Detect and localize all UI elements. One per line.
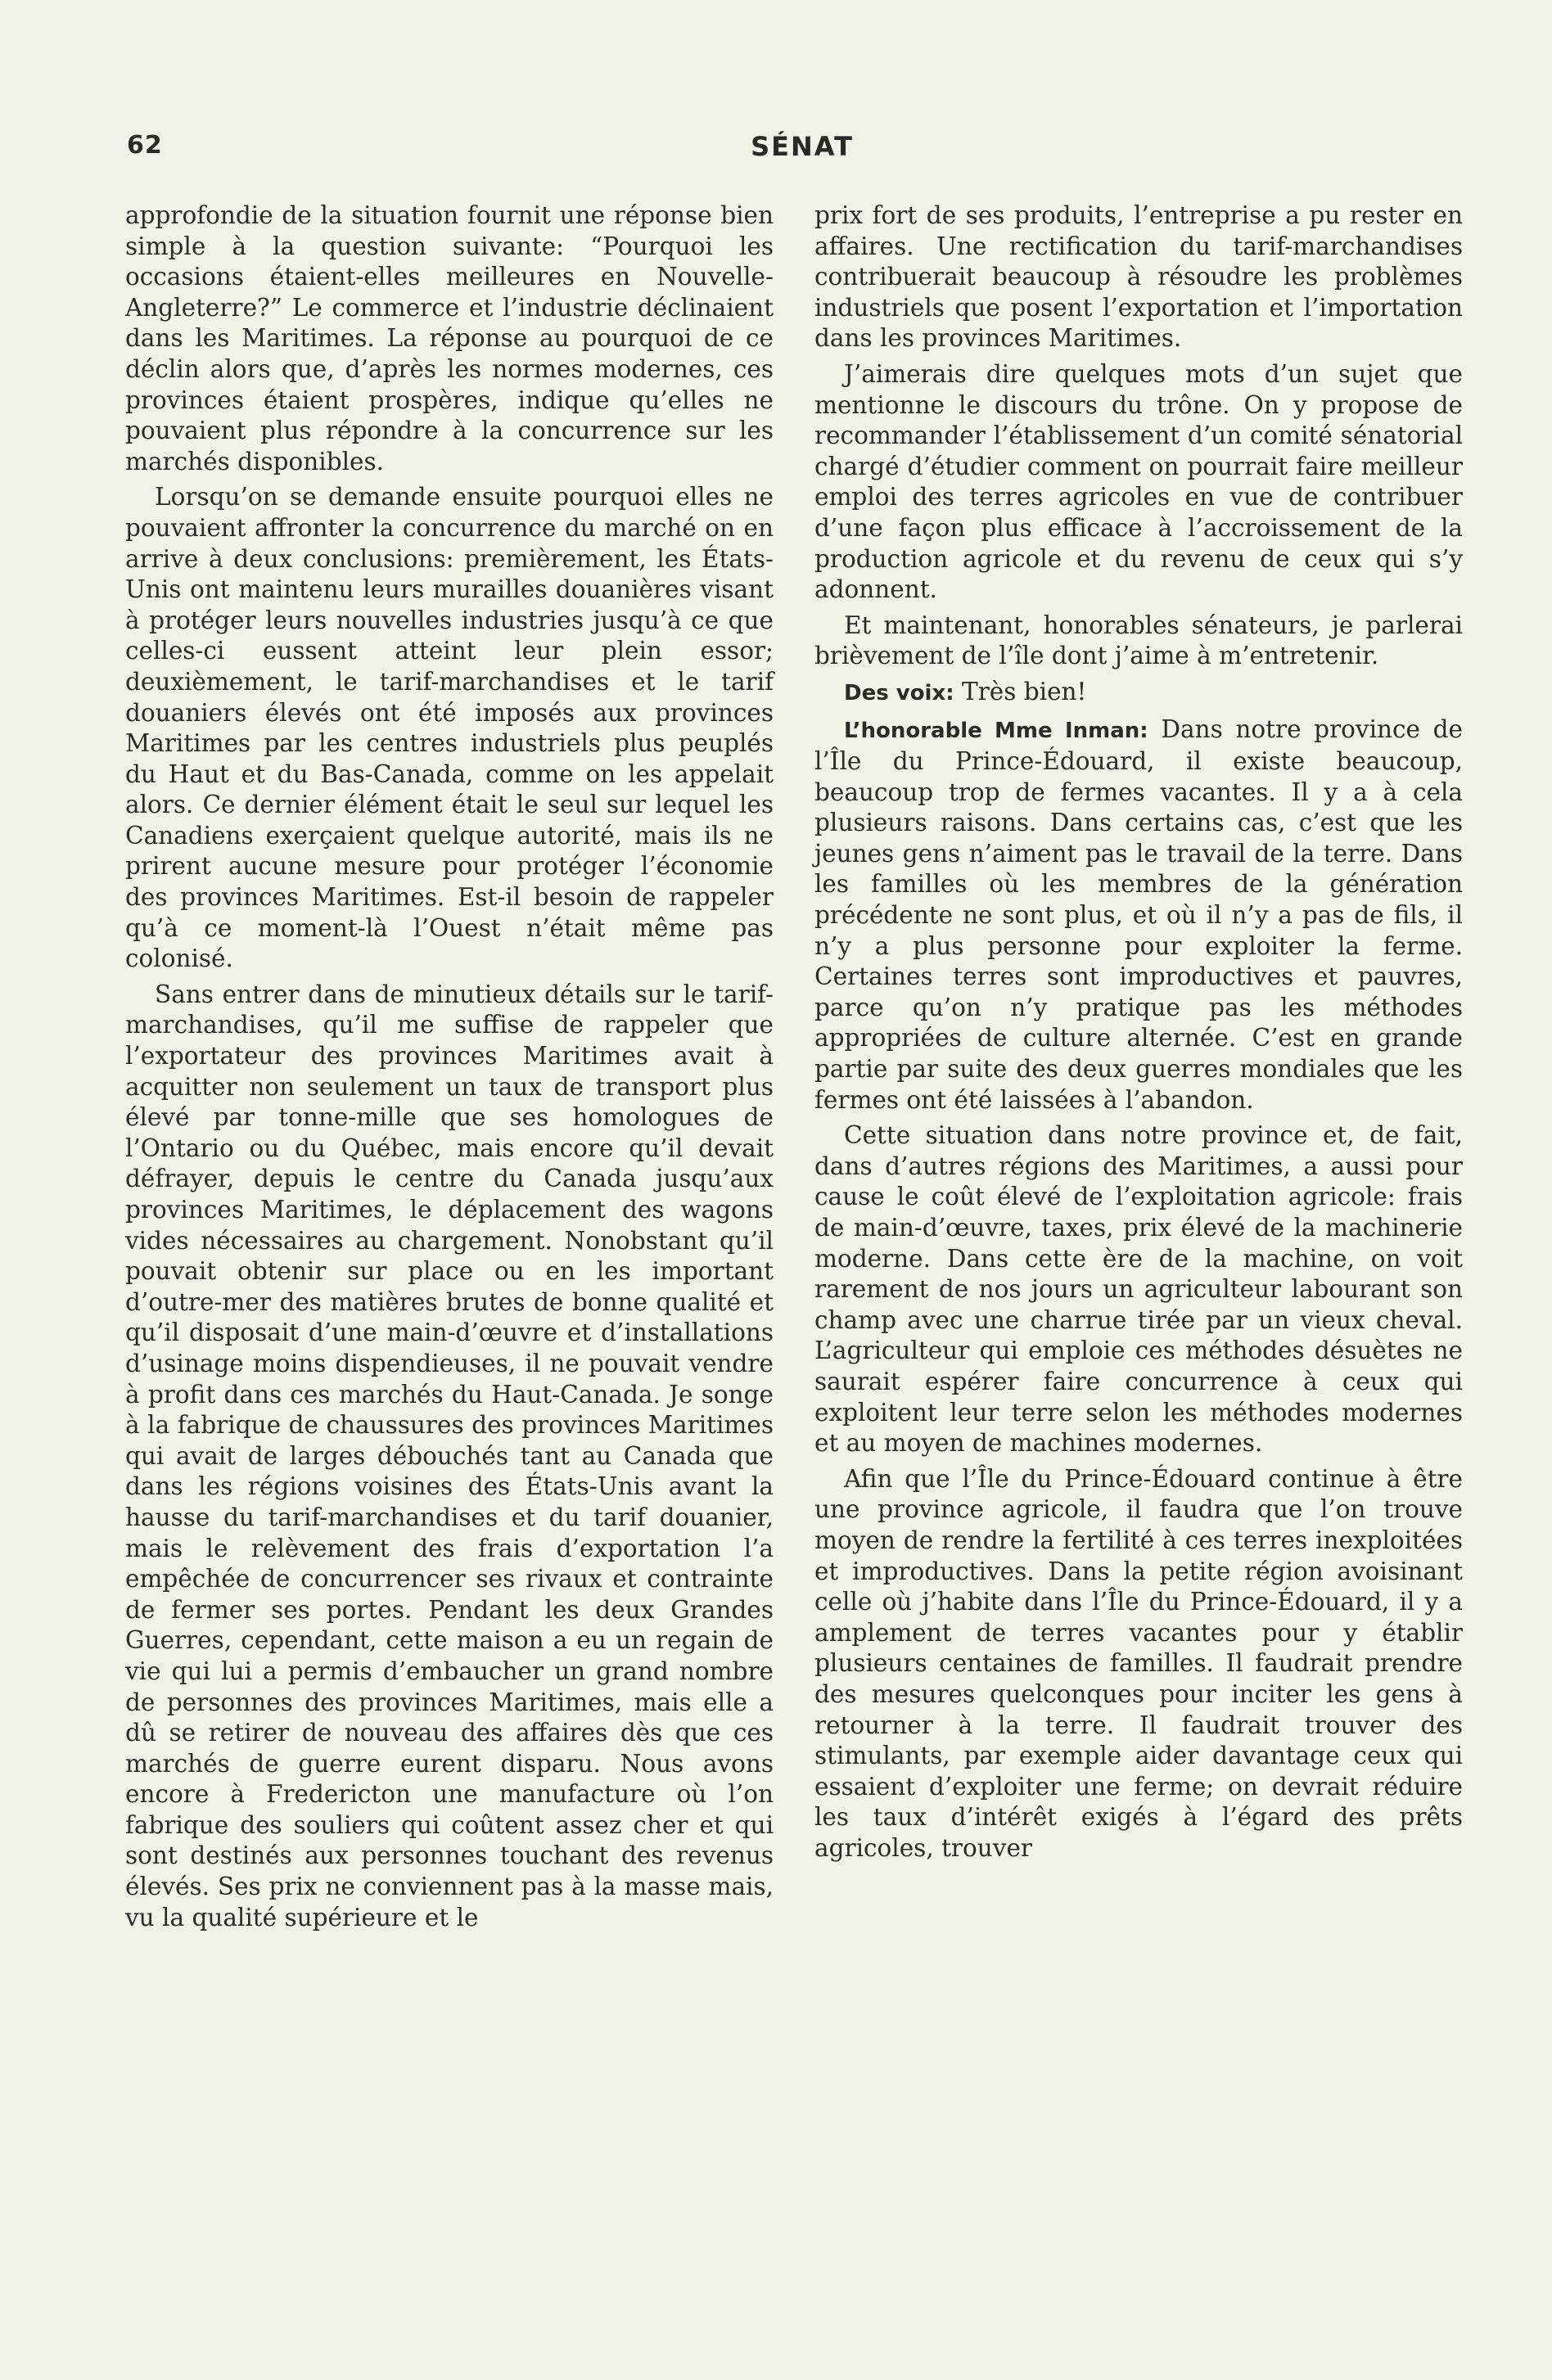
paragraph: approfondie de la situation fournit une réponse bien simple à la question suivante: “Pourquoi les occasions étaient-elles meilleures en Nouvelle-Angleterre?” Le commerce et l’industrie déclinaient dans les Maritimes. La réponse au pourquoi de ce déclin alors que, d’après les normes modernes, ces provinces étaient prospères, indique qu’elles ne pouvaient plus répondre à la concurrence sur les marchés disponibles. — [125, 201, 774, 476]
speaker-name: Des voix: — [844, 680, 954, 705]
paragraph: Lorsqu’on se demande ensuite pourquoi elles ne pouvaient affronter la concurrence du marché on en arrive à deux conclusions: premièrement, les États-Unis ont maintenu leurs murailles douanières visant à protéger leurs nouvelles industries jusqu’à ce que celles-ci eussent atteint leur plein essor; deuxièmement, le tarif-marchandises et le tarif douaniers élevés ont été imposés aux provinces Maritimes par les centres industriels plus peuplés du Haut et du Bas-Canada, comme on les appelait alors. Ce dernier élément était le seul sur lequel les Canadiens exerçaient quelque autorité, mais ils ne prirent aucune mesure pour protéger l’économie des provinces Maritimes. Est-il besoin de rappeler qu’à ce moment-là l’Ouest n’était même pas colonisé. — [125, 483, 774, 973]
left-column — [125, 201, 774, 1938]
paragraph: Cette situation dans notre province et, de fait, dans d’autres régions des Maritimes, a aussi pour cause le coût élevé de l’exploitation agricole: frais de main-d’œuvre, taxes, prix élevé de la machinerie moderne. Dans cette ère de la machine, on voit rarement de nos jours un agriculteur labourant son champ avec une charrue tirée par un vieux cheval. L’agriculteur qui emploie ces méthodes désuètes ne saurait espérer faire concurrence à ceux qui exploitent leur terre selon les méthodes modernes et au moyen de machines modernes. — [814, 1121, 1463, 1458]
paragraph: J’aimerais dire quelques mots d’un sujet que mentionne le discours du trône. On y propose de recommander l’établissement d’un comité sénatorial chargé d’étudier comment on pourrait faire meilleur emploi des terres agricoles en vue de contribuer d’une façon plus efficace à l’accroissement de la production agricole et du revenu de ceux qui s’y adonnent. — [814, 359, 1463, 604]
right-column — [814, 201, 1463, 1868]
paragraph: Sans entrer dans de minutieux détails sur le tarif-marchandises, qu’il me suffise de rappeler que l’exportateur des provinces Maritimes avait à acquitter non seulement un taux de transport plus élevé par tonne-mille que ses homologues de l’Ontario ou du Québec, mais encore qu’il devait défrayer, depuis le centre du Canada jusqu’aux provinces Maritimes, le déplacement des wagons vides nécessaires au chargement. Nonobstant qu’il pouvait obtenir sur place ou en les important d’outre-mer des matières brutes de bonne qualité et qu’il disposait d’une main-d’œuvre et d’installations d’usinage moins dispendieuses, il ne pouvait vendre à profit dans ces marchés du Haut-Canada. Je songe à la fabrique de chaussures des provinces Maritimes qui avait de larges débouchés tant au Canada que dans les régions voisines des États-Unis avant la hausse du tarif-marchandises et du tarif douanier, mais le relèvement des frais d’exportation l’a empêchée de concurrencer ses rivaux et contrainte de fermer ses portes. Pendant les deux Grandes Guerres, cependant, cette maison a eu un regain de vie qui lui a permis d’embaucher un grand nombre de personnes des provinces Maritimes, mais elle a dû se retirer de nouveau des affaires dès que ces marchés de guerre eurent disparu. Nous avons encore à Fredericton une manufacture où l’on fabrique des souliers qui coûtent assez cher et qui sont destinés aux personnes touchant des revenus élevés. Ses prix ne conviennent pas à la masse mais, vu la qualité supérieure et le — [125, 980, 774, 1931]
page-header — [127, 131, 1478, 172]
page-number: 62 — [127, 131, 163, 160]
speech-text: Très bien! — [954, 677, 1087, 705]
speech-text: Dans notre province de l’Île du Prince-Édouard, il existe beaucoup, beaucoup trop de fermes vacantes. Il y a à cela plusieurs raisons. Dans certains cas, c’est que les jeunes gens n’aiment pas le travail de la terre. Dans les familles où les membres de la génération précédente ne sont plus, et où il n’y a pas de fils, il n’y a plus personne pour exploiter la ferme. Certaines terres sont improductives et pauvres, parce qu’on n’y pratique pas les méthodes appropriées de culture alternée. C’est en grande partie par suite des deux guerres mondiales que les fermes ont été laissées à l’abandon. — [814, 714, 1463, 1114]
paragraph: prix fort de ses produits, l’entreprise a pu rester en affaires. Une rectification du tarif-marchandises contribuerait beaucoup à résoudre les problèmes industriels que posent l’exportation et l’importation dans les provinces Maritimes. — [814, 201, 1463, 353]
speaker-name: L’honorable Mme Inman: — [844, 718, 1148, 743]
paragraph: Afin que l’Île du Prince-Édouard continue à être une province agricole, il faudra que l’on trouve moyen de rendre la fertilité à ces terres inexploitées et improductives. Dans la petite région avoisinant celle où j’habite dans l’Île du Prince-Édouard, il y a amplement de terres vacantes pour y établir plusieurs centaines de familles. Il faudrait prendre des mesures quelconques pour inciter les gens à retourner à la terre. Il faudrait trouver des stimulants, par exemple aider davantage ceux qui essaient d’exploiter une ferme; on devrait réduire les taux d’intérêt exigés à l’égard des prêts agricoles, trouver — [814, 1464, 1463, 1862]
paragraph: Et maintenant, honorables sénateurs, je parlerai brièvement de l’île dont j’aime à m’entretenir. — [814, 611, 1463, 670]
running-head: SÉNAT — [751, 131, 854, 162]
speech-paragraph — [814, 714, 1463, 1116]
interjection-paragraph — [814, 677, 1463, 710]
